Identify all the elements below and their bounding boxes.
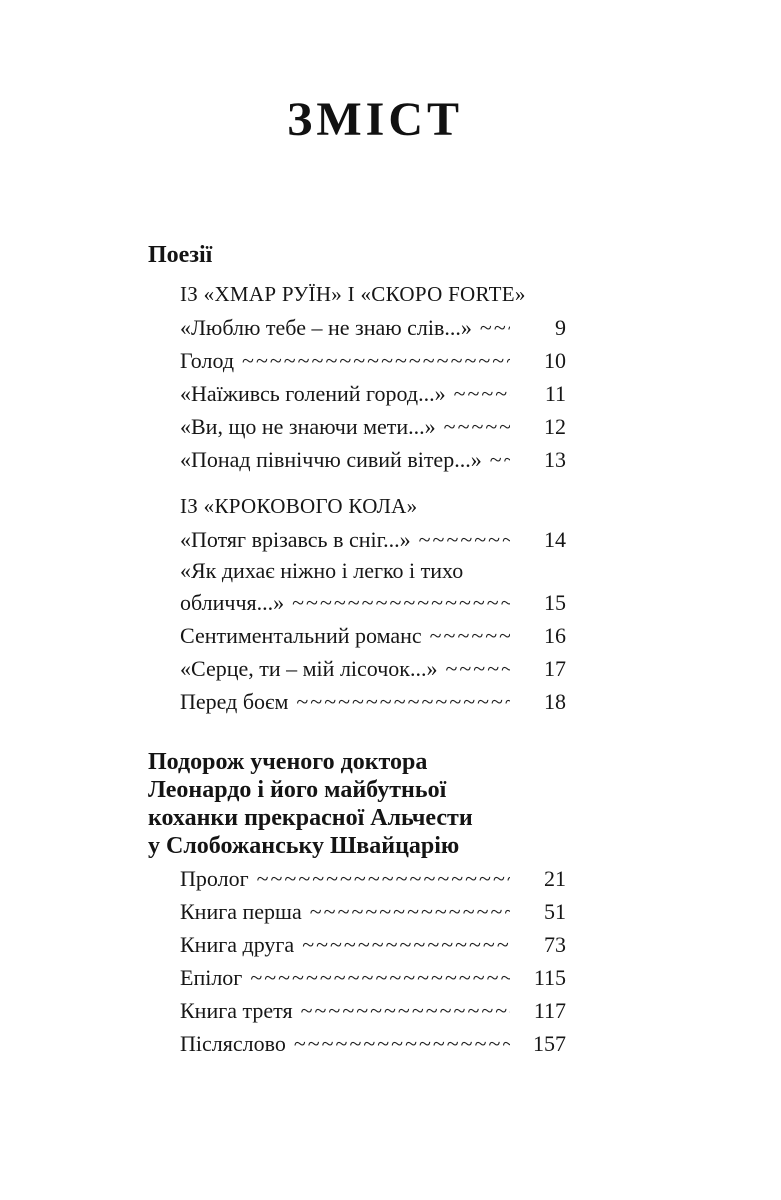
tilde-leader (480, 311, 510, 344)
entry-title: Голод (180, 348, 235, 373)
page-number: 17 (544, 656, 566, 681)
tilde-leader (419, 523, 510, 556)
page-number: 157 (533, 1031, 566, 1056)
entry-title: «Ви, що не знаючи мети...» (180, 414, 436, 439)
toc-entry (180, 344, 566, 377)
tilde-leader (444, 410, 510, 443)
toc-entry (180, 1027, 566, 1060)
tilde-leader (430, 619, 510, 652)
toc-content (148, 240, 566, 1060)
tilde-leader (250, 961, 510, 994)
toc-entry (180, 994, 566, 1027)
tilde-leader (296, 685, 510, 718)
entry-title: «Понад північчю сивий вітер...» (180, 447, 482, 472)
toc-entry (180, 619, 566, 652)
entry-list (180, 490, 566, 718)
page-number: 13 (544, 447, 566, 472)
page-number: 115 (533, 965, 566, 990)
section-heading-poetry (148, 240, 566, 270)
section-heading-line: коханки прекрасної Альчести (148, 805, 473, 831)
page-title: ЗМІСТ (287, 93, 463, 146)
tilde-leader (301, 994, 510, 1027)
entry-title: «Наїживсь голений город...» (180, 381, 446, 406)
page-number: 10 (544, 348, 566, 373)
page-number: 51 (544, 899, 566, 924)
toc-entry (180, 928, 566, 961)
section-heading-line: Поезії (148, 242, 213, 268)
toc-entry (180, 685, 566, 718)
section-heading-line: у Слобожанську Швайцарію (148, 833, 460, 859)
entry-title: «Серце, ти – мій лісочок...» (180, 656, 438, 681)
toc-entry (180, 652, 566, 685)
tilde-leader (302, 928, 510, 961)
page-number: 12 (544, 414, 566, 439)
subsection-heading: ІЗ «КРОКОВОГО КОЛА» (180, 494, 418, 518)
toc-entry (180, 862, 566, 895)
subsection-khmar-ruin (148, 278, 566, 476)
toc-entry (180, 961, 566, 994)
toc-entry (180, 443, 566, 476)
section-heading-novel (148, 748, 566, 860)
subsection-krokove-kolo (148, 490, 566, 718)
tilde-leader (292, 586, 510, 619)
page-number: 73 (544, 932, 566, 957)
tilde-leader (257, 862, 510, 895)
page-number: 14 (544, 527, 566, 552)
toc-entry-two-line (180, 556, 566, 619)
entry-title-line1: «Як дихає ніжно і легко і тихо (180, 558, 464, 583)
entry-title: Сентиментальний романс (180, 623, 422, 648)
tilde-leader (445, 652, 510, 685)
entry-title: Епілог (180, 965, 243, 990)
section-poetry (148, 240, 566, 718)
entry-title: «Потяг врізавсь в сніг...» (180, 527, 411, 552)
toc-entry (180, 311, 566, 344)
entry-title: Пролог (180, 866, 249, 891)
subsection-heading: ІЗ «ХМАР РУЇН» І «СКОРО FORTE» (180, 282, 526, 306)
page-number: 18 (544, 689, 566, 714)
page-number: 21 (544, 866, 566, 891)
page-number: 15 (544, 590, 566, 615)
toc-entry (180, 377, 566, 410)
page-number: 11 (544, 381, 566, 406)
entry-title: Книга друга (180, 932, 295, 957)
tilde-leader (490, 443, 510, 476)
entry-title: Книга перша (180, 899, 302, 924)
tilde-leader (310, 895, 510, 928)
entry-title: Перед боєм (180, 689, 289, 714)
section-novel (148, 748, 566, 1060)
entry-title: Післяслово (180, 1031, 286, 1056)
entry-title-line2: обличчя...» (180, 590, 285, 615)
entry-list (180, 862, 566, 1060)
toc-entry (180, 895, 566, 928)
tilde-leader (454, 377, 510, 410)
tilde-leader (294, 1027, 510, 1060)
section-heading-line: Леонардо і його майбутньої (148, 777, 447, 803)
entry-title: Книга третя (180, 998, 293, 1023)
page-number: 9 (555, 315, 566, 340)
toc-entry (180, 523, 566, 556)
page-number: 117 (533, 998, 566, 1023)
entry-title: «Люблю тебе – не знаю слів...» (180, 315, 472, 340)
entry-title-line2-row (180, 586, 566, 619)
toc-entry (180, 410, 566, 443)
tilde-leader (242, 344, 510, 377)
entry-list (180, 278, 566, 476)
page-number: 16 (544, 623, 566, 648)
section-heading-line: Подорож ученого доктора (148, 749, 428, 775)
